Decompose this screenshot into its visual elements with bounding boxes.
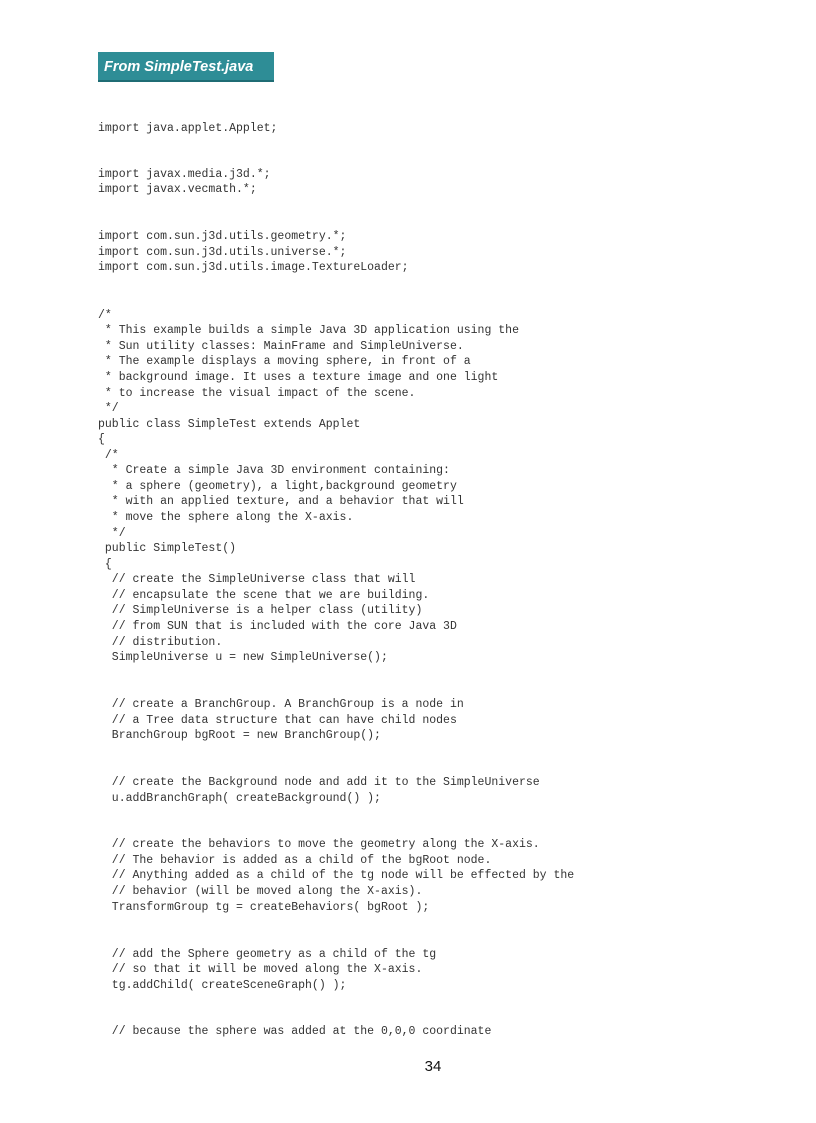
code-line: * background image. It uses a texture image and one light bbox=[98, 371, 499, 384]
code-line: public class SimpleTest extends Applet bbox=[98, 418, 361, 431]
code-line: /* bbox=[98, 309, 112, 322]
code-line: * Create a simple Java 3D environment containing: bbox=[98, 464, 450, 477]
code-line: // add the Sphere geometry as a child of the tg bbox=[98, 948, 437, 961]
code-line: { bbox=[98, 433, 105, 446]
code-line: */ bbox=[98, 527, 126, 540]
code-line: * Sun utility classes: MainFrame and SimpleUniverse. bbox=[98, 340, 464, 353]
code-line: // because the sphere was added at the 0,0,0 coordinate bbox=[98, 1025, 492, 1038]
code-line: */ bbox=[98, 402, 119, 415]
code-line: // so that it will be moved along the X-axis. bbox=[98, 963, 423, 976]
code-line: // Anything added as a child of the tg node will be effected by the bbox=[98, 869, 575, 882]
code-line: // a Tree data structure that can have child nodes bbox=[98, 714, 457, 727]
code-line: // encapsulate the scene that we are building. bbox=[98, 589, 430, 602]
code-line: // create the Background node and add it to the SimpleUniverse bbox=[98, 776, 540, 789]
code-line: * move the sphere along the X-axis. bbox=[98, 511, 354, 524]
code-line: * a sphere (geometry), a light,background geometry bbox=[98, 480, 457, 493]
code-line: tg.addChild( createSceneGraph() ); bbox=[98, 979, 347, 992]
code-line: * The example displays a moving sphere, in front of a bbox=[98, 355, 471, 368]
code-line: import com.sun.j3d.utils.geometry.*; bbox=[98, 230, 347, 243]
code-line: /* bbox=[98, 449, 119, 462]
code-line: import com.sun.j3d.utils.image.TextureLoader; bbox=[98, 261, 409, 274]
code-line: SimpleUniverse u = new SimpleUniverse(); bbox=[98, 651, 388, 664]
code-line: import javax.vecmath.*; bbox=[98, 183, 257, 196]
code-line: BranchGroup bgRoot = new BranchGroup(); bbox=[98, 729, 381, 742]
code-line: * to increase the visual impact of the scene. bbox=[98, 387, 416, 400]
code-line: // The behavior is added as a child of the bgRoot node. bbox=[98, 854, 492, 867]
code-line: { bbox=[98, 558, 112, 571]
code-line: import com.sun.j3d.utils.universe.*; bbox=[98, 246, 347, 259]
code-line: // distribution. bbox=[98, 636, 223, 649]
code-line: * This example builds a simple Java 3D application using the bbox=[98, 324, 519, 337]
code-line: import java.applet.Applet; bbox=[98, 122, 278, 135]
code-line: // SimpleUniverse is a helper class (utility) bbox=[98, 604, 423, 617]
code-line: u.addBranchGraph( createBackground() ); bbox=[98, 792, 381, 805]
code-line: import javax.media.j3d.*; bbox=[98, 168, 271, 181]
code-line: // from SUN that is included with the core Java 3D bbox=[98, 620, 457, 633]
code-line: // create the SimpleUniverse class that will bbox=[98, 573, 416, 586]
source-file-label: From SimpleTest.java bbox=[98, 52, 274, 82]
page-number: 34 bbox=[424, 1058, 442, 1075]
code-line: public SimpleTest() bbox=[98, 542, 237, 555]
code-line: * with an applied texture, and a behavior that will bbox=[98, 495, 464, 508]
code-line: TransformGroup tg = createBehaviors( bgRoot ); bbox=[98, 901, 430, 914]
code-line: // create a BranchGroup. A BranchGroup is a node in bbox=[98, 698, 464, 711]
code-line: // behavior (will be moved along the X-axis). bbox=[98, 885, 423, 898]
code-line: // create the behaviors to move the geometry along the X-axis. bbox=[98, 838, 540, 851]
